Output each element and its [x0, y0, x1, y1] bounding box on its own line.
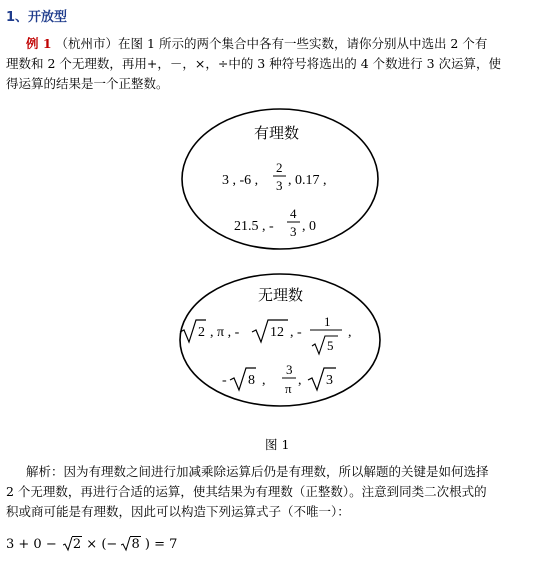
irrational-frac-num: 1 [324, 314, 331, 329]
formula-part1: 3 + 0 − [6, 537, 57, 552]
rational-row1-frac-den: 3 [276, 178, 283, 193]
example-label: 例 1 [26, 36, 52, 51]
irrational-rad-8: 8 [248, 373, 255, 388]
irrational-rad-12: 12 [270, 325, 284, 340]
sqrt-5-sign [312, 336, 338, 354]
rational-title: 有理数 [254, 126, 300, 142]
formula [6, 537, 177, 552]
analysis-paragraph [6, 462, 544, 522]
analysis-line1: 解析：因为有理数之间进行加减乘除运算后仍是有理数，所以解题的关键是如何选择 [26, 464, 489, 479]
irrational-sep3: , [298, 373, 302, 388]
formula-sqrt-2-sign [63, 536, 73, 552]
formula-rad-2: 2 [72, 537, 82, 552]
formula-sqrt-2 [63, 537, 82, 552]
irrational-frac2-num: 3 [286, 362, 293, 377]
irrational-rad-2: 2 [198, 325, 205, 340]
irrational-rad-5: 5 [327, 338, 334, 353]
example-paragraph [6, 34, 544, 94]
irrational-neg: - [222, 373, 227, 388]
irrational-end1: , [348, 325, 352, 340]
example-text-line1: （杭州市）在图 1 所示的两个集合中各有一些实数，请你分别从中选出 2 个有 [55, 36, 488, 51]
rational-row1-b: , 0.17 , [288, 173, 327, 188]
example-text-line3: 得运算的结果是一个正整数。 [6, 76, 169, 91]
formula-rad-8: 8 [131, 537, 140, 552]
formula-sqrt-8 [121, 537, 140, 552]
rational-row2-b: , 0 [302, 219, 316, 234]
analysis-line3: 积或商可能是有理数，因此可以构造下列运算式子（不唯一）： [6, 504, 350, 519]
irrational-sep1: , - [290, 325, 302, 340]
rational-row1-a: 3 , -6 , [222, 173, 259, 188]
rational-row2-frac-num: 4 [290, 206, 297, 221]
rational-row2-frac-den: 3 [290, 224, 297, 239]
formula-sqrt-8-sign [121, 536, 131, 552]
irrational-pi: , π , - [210, 325, 240, 340]
irrational-frac2-den: π [285, 381, 292, 396]
rational-row1-frac-num: 2 [276, 160, 283, 175]
irrational-sep2: , [262, 373, 266, 388]
figure-caption: 图 1 [265, 437, 290, 452]
irrational-title: 无理数 [258, 288, 304, 304]
section-heading: 1、开放型 [6, 10, 68, 25]
rational-row2-a: 21.5 , - [234, 219, 274, 234]
example-text-line2: 理数和 2 个无理数，再用+，－，×，÷中的 3 种符号将选出的 4 个数进行 3 次运算，使 [6, 56, 502, 71]
sets-figure [178, 106, 382, 412]
formula-times: × (− [86, 537, 118, 552]
analysis-line2: 2 个无理数，再进行合适的运算，使其结果为有理数（正整数）。注意到同类二次根式的 [6, 484, 487, 499]
irrational-rad-3: 3 [326, 373, 333, 388]
formula-part2: ) = 7 [144, 537, 178, 552]
